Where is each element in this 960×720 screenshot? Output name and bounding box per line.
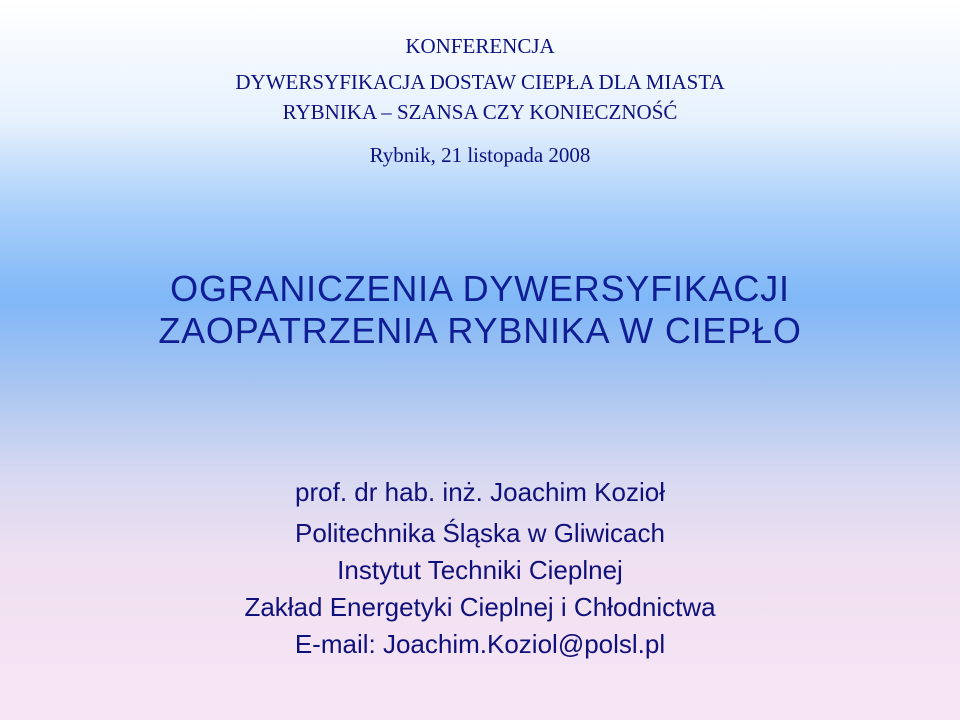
author-department: Zakład Energetyki Cieplnej i Chłodnictwa <box>244 592 716 622</box>
author-info <box>0 474 960 663</box>
conference-title <box>0 67 960 127</box>
author-institute: Instytut Techniki Cieplnej <box>337 555 623 585</box>
author-university: Politechnika Śląska w Gliwicach <box>295 518 665 548</box>
presentation-title-line-1: OGRANICZENIA DYWERSYFIKACJI <box>170 268 790 309</box>
presentation-title-line-2: ZAOPATRZENIA RYBNIKA W CIEPŁO <box>158 310 802 351</box>
conference-place-date: Rybnik, 21 listopada 2008 <box>369 143 591 167</box>
conference-label: KONFERENCJA <box>405 34 555 58</box>
conference-title-line-2: RYBNIKA – SZANSA CZY KONIECZNOŚĆ <box>282 100 678 124</box>
conference-title-line-1: DYWERSYFIKACJA DOSTAW CIEPŁA DLA MIASTA <box>235 70 725 94</box>
author-name: prof. dr hab. inż. Joachim Kozioł <box>295 477 665 507</box>
author-email: E-mail: Joachim.Koziol@polsl.pl <box>294 629 666 659</box>
presentation-title <box>0 268 960 352</box>
